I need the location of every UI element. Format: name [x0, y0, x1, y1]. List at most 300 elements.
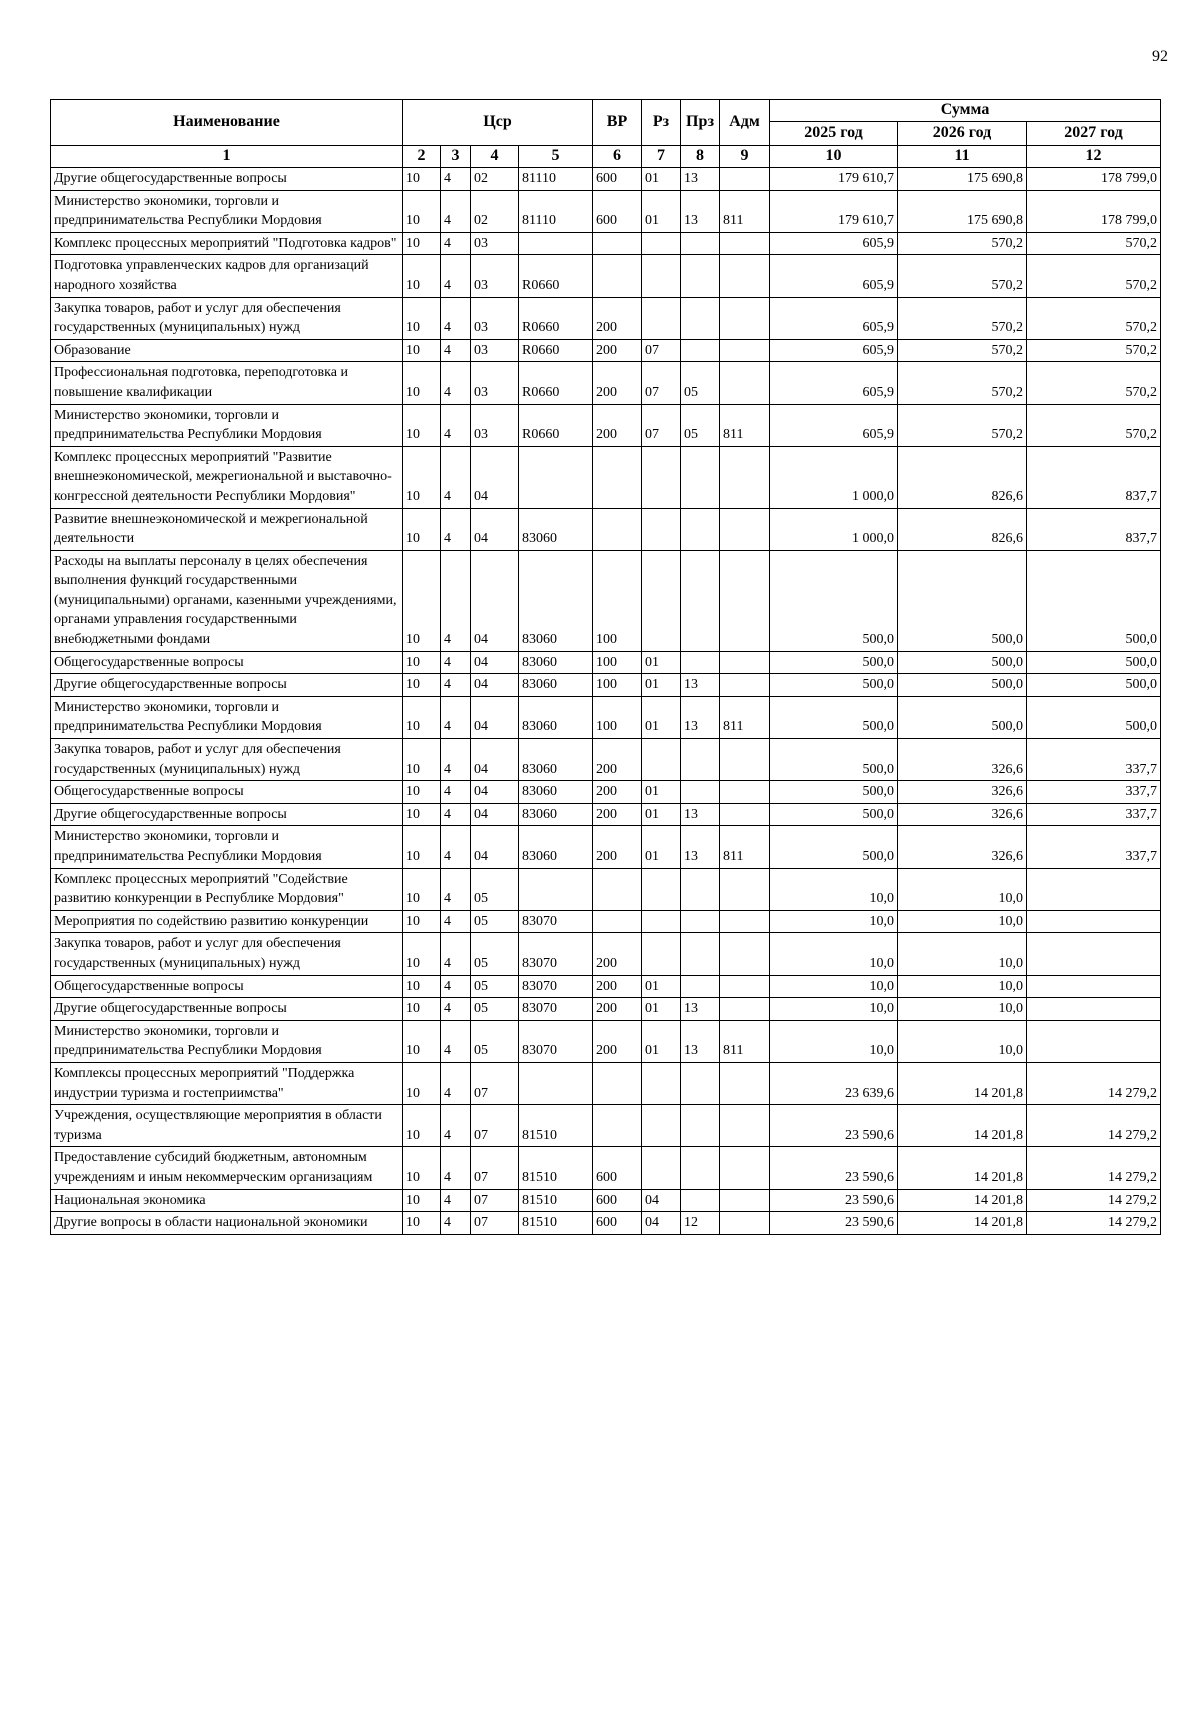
csr-part-1-cell: 10 — [403, 446, 441, 508]
column-number-6: 6 — [593, 146, 642, 168]
adm-cell: 811 — [720, 404, 770, 446]
row-name-cell: Министерство экономики, торговли и предпринимательства Республики Мордовия — [51, 826, 403, 868]
row-name-cell: Министерство экономики, торговли и предпринимательства Республики Мордовия — [51, 190, 403, 232]
csr-part-4-cell — [519, 868, 593, 910]
csr-part-2-cell: 4 — [441, 168, 471, 191]
amount-2026-cell: 826,6 — [898, 446, 1027, 508]
table-row — [51, 508, 1161, 550]
row-name-cell: Учреждения, осуществляющие мероприятия в области туризма — [51, 1105, 403, 1147]
amount-2025-cell: 179 610,7 — [770, 190, 898, 232]
csr-part-2-cell: 4 — [441, 339, 471, 362]
csr-part-3-cell: 02 — [471, 168, 519, 191]
rz-cell — [642, 1062, 681, 1104]
csr-part-2-cell: 4 — [441, 1189, 471, 1212]
csr-part-4-cell — [519, 1062, 593, 1104]
prz-cell — [681, 1147, 720, 1189]
csr-part-2-cell: 4 — [441, 404, 471, 446]
row-name-cell: Другие общегосударственные вопросы — [51, 674, 403, 697]
csr-part-3-cell: 03 — [471, 339, 519, 362]
amount-2025-cell: 10,0 — [770, 933, 898, 975]
header-adm: Адм — [720, 100, 770, 146]
amount-2026-cell: 570,2 — [898, 232, 1027, 255]
rz-cell — [642, 739, 681, 781]
vr-cell — [593, 868, 642, 910]
table-row — [51, 1020, 1161, 1062]
csr-part-1-cell: 10 — [403, 933, 441, 975]
prz-cell — [681, 651, 720, 674]
amount-2025-cell: 605,9 — [770, 404, 898, 446]
vr-cell: 600 — [593, 1147, 642, 1189]
adm-cell — [720, 998, 770, 1021]
rz-cell — [642, 1147, 681, 1189]
amount-2026-cell: 14 201,8 — [898, 1062, 1027, 1104]
rz-cell: 01 — [642, 190, 681, 232]
header-year-2027: 2027 год — [1027, 122, 1161, 146]
amount-2027-cell: 570,2 — [1027, 362, 1161, 404]
adm-cell: 811 — [720, 826, 770, 868]
amount-2027-cell — [1027, 868, 1161, 910]
amount-2026-cell: 500,0 — [898, 651, 1027, 674]
prz-cell — [681, 446, 720, 508]
table-row — [51, 803, 1161, 826]
table-row — [51, 975, 1161, 998]
vr-cell: 200 — [593, 339, 642, 362]
prz-cell — [681, 1062, 720, 1104]
csr-part-2-cell: 4 — [441, 1020, 471, 1062]
csr-part-1-cell: 10 — [403, 674, 441, 697]
adm-cell — [720, 1105, 770, 1147]
budget-table-container — [50, 99, 1160, 1235]
csr-part-3-cell: 04 — [471, 508, 519, 550]
amount-2025-cell: 500,0 — [770, 803, 898, 826]
amount-2025-cell: 605,9 — [770, 232, 898, 255]
prz-cell — [681, 550, 720, 651]
amount-2025-cell: 23 590,6 — [770, 1147, 898, 1189]
csr-part-3-cell: 04 — [471, 781, 519, 804]
amount-2025-cell: 605,9 — [770, 297, 898, 339]
prz-cell — [681, 232, 720, 255]
amount-2026-cell: 500,0 — [898, 550, 1027, 651]
row-name-cell: Министерство экономики, торговли и предпринимательства Республики Мордовия — [51, 404, 403, 446]
vr-cell: 100 — [593, 550, 642, 651]
amount-2026-cell: 570,2 — [898, 297, 1027, 339]
csr-part-4-cell: 83070 — [519, 933, 593, 975]
table-row — [51, 446, 1161, 508]
adm-cell — [720, 868, 770, 910]
vr-cell — [593, 255, 642, 297]
page-number: 92 — [1152, 48, 1168, 65]
prz-cell: 13 — [681, 696, 720, 738]
column-number-3: 3 — [441, 146, 471, 168]
prz-cell: 05 — [681, 362, 720, 404]
csr-part-4-cell: 83070 — [519, 1020, 593, 1062]
row-name-cell: Другие общегосударственные вопросы — [51, 803, 403, 826]
csr-part-3-cell: 05 — [471, 933, 519, 975]
csr-part-4-cell: 81110 — [519, 190, 593, 232]
vr-cell: 200 — [593, 975, 642, 998]
header-csr: Цср — [403, 100, 593, 146]
vr-cell: 100 — [593, 696, 642, 738]
vr-cell: 200 — [593, 297, 642, 339]
csr-part-3-cell: 07 — [471, 1147, 519, 1189]
amount-2027-cell: 500,0 — [1027, 674, 1161, 697]
csr-part-2-cell: 4 — [441, 803, 471, 826]
amount-2027-cell: 337,7 — [1027, 803, 1161, 826]
csr-part-3-cell: 03 — [471, 404, 519, 446]
amount-2026-cell: 826,6 — [898, 508, 1027, 550]
amount-2026-cell: 14 201,8 — [898, 1147, 1027, 1189]
adm-cell — [720, 1062, 770, 1104]
amount-2025-cell: 500,0 — [770, 674, 898, 697]
csr-part-4-cell: 83070 — [519, 910, 593, 933]
csr-part-3-cell: 07 — [471, 1062, 519, 1104]
csr-part-4-cell: 83060 — [519, 739, 593, 781]
csr-part-1-cell: 10 — [403, 781, 441, 804]
csr-part-1-cell: 10 — [403, 696, 441, 738]
rz-cell — [642, 446, 681, 508]
prz-cell — [681, 1189, 720, 1212]
table-body — [51, 168, 1161, 1235]
amount-2026-cell: 326,6 — [898, 781, 1027, 804]
csr-part-3-cell: 04 — [471, 803, 519, 826]
budget-table — [50, 99, 1161, 1235]
table-row — [51, 674, 1161, 697]
csr-part-3-cell: 04 — [471, 651, 519, 674]
adm-cell — [720, 339, 770, 362]
amount-2025-cell: 500,0 — [770, 696, 898, 738]
adm-cell — [720, 1189, 770, 1212]
table-row — [51, 550, 1161, 651]
prz-cell — [681, 739, 720, 781]
amount-2025-cell: 605,9 — [770, 339, 898, 362]
adm-cell — [720, 1147, 770, 1189]
vr-cell — [593, 508, 642, 550]
csr-part-4-cell: R0660 — [519, 339, 593, 362]
csr-part-1-cell: 10 — [403, 190, 441, 232]
adm-cell — [720, 975, 770, 998]
adm-cell — [720, 674, 770, 697]
prz-cell: 13 — [681, 168, 720, 191]
amount-2027-cell: 570,2 — [1027, 339, 1161, 362]
column-numbers-row — [51, 146, 1161, 168]
vr-cell: 200 — [593, 404, 642, 446]
vr-cell — [593, 446, 642, 508]
prz-cell: 13 — [681, 826, 720, 868]
row-name-cell: Закупка товаров, работ и услуг для обеспечения государственных (муниципальных) нужд — [51, 297, 403, 339]
csr-part-4-cell: 81510 — [519, 1147, 593, 1189]
table-row — [51, 696, 1161, 738]
prz-cell: 13 — [681, 998, 720, 1021]
row-name-cell: Развитие внешнеэкономической и межрегиональной деятельности — [51, 508, 403, 550]
amount-2027-cell — [1027, 975, 1161, 998]
table-row — [51, 190, 1161, 232]
csr-part-3-cell: 05 — [471, 868, 519, 910]
amount-2026-cell: 10,0 — [898, 868, 1027, 910]
amount-2026-cell: 14 201,8 — [898, 1212, 1027, 1235]
csr-part-2-cell: 4 — [441, 674, 471, 697]
amount-2027-cell — [1027, 1020, 1161, 1062]
column-number-10: 10 — [770, 146, 898, 168]
amount-2026-cell: 14 201,8 — [898, 1189, 1027, 1212]
row-name-cell: Комплексы процессных мероприятий "Поддержка индустрии туризма и гостеприимства" — [51, 1062, 403, 1104]
csr-part-2-cell: 4 — [441, 739, 471, 781]
amount-2027-cell: 178 799,0 — [1027, 168, 1161, 191]
row-name-cell: Министерство экономики, торговли и предпринимательства Республики Мордовия — [51, 1020, 403, 1062]
amount-2027-cell: 500,0 — [1027, 696, 1161, 738]
csr-part-3-cell: 04 — [471, 826, 519, 868]
csr-part-1-cell: 10 — [403, 975, 441, 998]
column-number-9: 9 — [720, 146, 770, 168]
csr-part-4-cell — [519, 446, 593, 508]
csr-part-2-cell: 4 — [441, 232, 471, 255]
csr-part-3-cell: 04 — [471, 674, 519, 697]
table-row — [51, 1212, 1161, 1235]
amount-2026-cell: 10,0 — [898, 1020, 1027, 1062]
csr-part-1-cell: 10 — [403, 826, 441, 868]
vr-cell: 200 — [593, 739, 642, 781]
amount-2026-cell: 500,0 — [898, 696, 1027, 738]
header-year-2026: 2026 год — [898, 122, 1027, 146]
rz-cell: 01 — [642, 696, 681, 738]
amount-2026-cell: 10,0 — [898, 998, 1027, 1021]
prz-cell — [681, 868, 720, 910]
amount-2026-cell: 10,0 — [898, 910, 1027, 933]
adm-cell — [720, 255, 770, 297]
adm-cell — [720, 446, 770, 508]
row-name-cell: Другие вопросы в области национальной экономики — [51, 1212, 403, 1235]
csr-part-4-cell: 83060 — [519, 696, 593, 738]
csr-part-1-cell: 10 — [403, 910, 441, 933]
table-row — [51, 826, 1161, 868]
column-number-7: 7 — [642, 146, 681, 168]
vr-cell: 200 — [593, 1020, 642, 1062]
amount-2026-cell: 570,2 — [898, 255, 1027, 297]
table-row — [51, 998, 1161, 1021]
csr-part-3-cell: 04 — [471, 696, 519, 738]
csr-part-1-cell: 10 — [403, 297, 441, 339]
csr-part-1-cell: 10 — [403, 739, 441, 781]
adm-cell — [720, 1212, 770, 1235]
prz-cell: 13 — [681, 803, 720, 826]
prz-cell — [681, 297, 720, 339]
csr-part-1-cell: 10 — [403, 404, 441, 446]
amount-2027-cell — [1027, 998, 1161, 1021]
prz-cell: 13 — [681, 1020, 720, 1062]
rz-cell: 01 — [642, 826, 681, 868]
amount-2027-cell: 14 279,2 — [1027, 1189, 1161, 1212]
prz-cell: 13 — [681, 674, 720, 697]
column-number-8: 8 — [681, 146, 720, 168]
csr-part-4-cell: 81510 — [519, 1212, 593, 1235]
row-name-cell: Комплекс процессных мероприятий "Подготовка кадров" — [51, 232, 403, 255]
amount-2026-cell: 326,6 — [898, 739, 1027, 781]
row-name-cell: Национальная экономика — [51, 1189, 403, 1212]
csr-part-3-cell: 03 — [471, 362, 519, 404]
vr-cell: 200 — [593, 803, 642, 826]
csr-part-1-cell: 10 — [403, 1147, 441, 1189]
amount-2027-cell: 500,0 — [1027, 550, 1161, 651]
amount-2026-cell: 570,2 — [898, 362, 1027, 404]
csr-part-4-cell: 83070 — [519, 975, 593, 998]
csr-part-3-cell: 04 — [471, 446, 519, 508]
amount-2027-cell: 178 799,0 — [1027, 190, 1161, 232]
amount-2025-cell: 605,9 — [770, 255, 898, 297]
csr-part-2-cell: 4 — [441, 1105, 471, 1147]
row-name-cell: Закупка товаров, работ и услуг для обеспечения государственных (муниципальных) нужд — [51, 933, 403, 975]
adm-cell: 811 — [720, 190, 770, 232]
table-row — [51, 651, 1161, 674]
table-row — [51, 232, 1161, 255]
adm-cell — [720, 651, 770, 674]
prz-cell — [681, 1105, 720, 1147]
row-name-cell: Комплекс процессных мероприятий "Содействие развитию конкуренции в Республике Мордовия" — [51, 868, 403, 910]
prz-cell: 13 — [681, 190, 720, 232]
rz-cell: 07 — [642, 362, 681, 404]
csr-part-3-cell: 03 — [471, 255, 519, 297]
amount-2027-cell: 570,2 — [1027, 232, 1161, 255]
header-prz: Прз — [681, 100, 720, 146]
rz-cell: 04 — [642, 1189, 681, 1212]
table-row — [51, 168, 1161, 191]
csr-part-4-cell: 83070 — [519, 998, 593, 1021]
vr-cell: 600 — [593, 168, 642, 191]
rz-cell: 07 — [642, 339, 681, 362]
vr-cell: 200 — [593, 362, 642, 404]
adm-cell — [720, 803, 770, 826]
amount-2025-cell: 605,9 — [770, 362, 898, 404]
amount-2026-cell: 570,2 — [898, 339, 1027, 362]
csr-part-4-cell: 83060 — [519, 651, 593, 674]
amount-2027-cell: 14 279,2 — [1027, 1105, 1161, 1147]
adm-cell — [720, 362, 770, 404]
amount-2026-cell: 14 201,8 — [898, 1105, 1027, 1147]
amount-2026-cell: 175 690,8 — [898, 190, 1027, 232]
csr-part-1-cell: 10 — [403, 232, 441, 255]
csr-part-1-cell: 10 — [403, 868, 441, 910]
csr-part-3-cell: 07 — [471, 1189, 519, 1212]
amount-2026-cell: 10,0 — [898, 933, 1027, 975]
amount-2025-cell: 179 610,7 — [770, 168, 898, 191]
row-name-cell: Образование — [51, 339, 403, 362]
csr-part-2-cell: 4 — [441, 550, 471, 651]
amount-2025-cell: 500,0 — [770, 781, 898, 804]
rz-cell: 04 — [642, 1212, 681, 1235]
row-name-cell: Профессиональная подготовка, переподготовка и повышение квалификации — [51, 362, 403, 404]
prz-cell — [681, 975, 720, 998]
vr-cell: 200 — [593, 933, 642, 975]
prz-cell — [681, 508, 720, 550]
row-name-cell: Общегосударственные вопросы — [51, 781, 403, 804]
csr-part-4-cell: R0660 — [519, 255, 593, 297]
csr-part-4-cell: 83060 — [519, 550, 593, 651]
amount-2027-cell: 14 279,2 — [1027, 1062, 1161, 1104]
table-row — [51, 1189, 1161, 1212]
vr-cell — [593, 910, 642, 933]
vr-cell: 200 — [593, 998, 642, 1021]
table-row — [51, 297, 1161, 339]
amount-2025-cell: 500,0 — [770, 651, 898, 674]
prz-cell — [681, 781, 720, 804]
prz-cell: 12 — [681, 1212, 720, 1235]
table-row — [51, 1105, 1161, 1147]
column-number-4: 4 — [471, 146, 519, 168]
adm-cell: 811 — [720, 1020, 770, 1062]
rz-cell: 01 — [642, 975, 681, 998]
prz-cell: 05 — [681, 404, 720, 446]
csr-part-3-cell: 02 — [471, 190, 519, 232]
amount-2027-cell: 837,7 — [1027, 446, 1161, 508]
csr-part-2-cell: 4 — [441, 910, 471, 933]
csr-part-1-cell: 10 — [403, 362, 441, 404]
amount-2027-cell: 337,7 — [1027, 739, 1161, 781]
header-vr: ВР — [593, 100, 642, 146]
table-row — [51, 255, 1161, 297]
csr-part-1-cell: 10 — [403, 1062, 441, 1104]
csr-part-2-cell: 4 — [441, 508, 471, 550]
column-number-11: 11 — [898, 146, 1027, 168]
amount-2025-cell: 500,0 — [770, 550, 898, 651]
csr-part-1-cell: 10 — [403, 508, 441, 550]
header-sum: Сумма — [770, 100, 1161, 122]
amount-2027-cell: 337,7 — [1027, 826, 1161, 868]
adm-cell — [720, 508, 770, 550]
csr-part-4-cell: 83060 — [519, 781, 593, 804]
rz-cell — [642, 232, 681, 255]
rz-cell: 01 — [642, 674, 681, 697]
amount-2026-cell: 175 690,8 — [898, 168, 1027, 191]
amount-2025-cell: 10,0 — [770, 910, 898, 933]
amount-2025-cell: 23 590,6 — [770, 1189, 898, 1212]
csr-part-4-cell: 81510 — [519, 1105, 593, 1147]
column-number-5: 5 — [519, 146, 593, 168]
amount-2026-cell: 500,0 — [898, 674, 1027, 697]
row-name-cell: Общегосударственные вопросы — [51, 975, 403, 998]
amount-2025-cell: 500,0 — [770, 826, 898, 868]
rz-cell: 01 — [642, 168, 681, 191]
rz-cell — [642, 508, 681, 550]
rz-cell — [642, 550, 681, 651]
vr-cell — [593, 232, 642, 255]
prz-cell — [681, 910, 720, 933]
csr-part-3-cell: 07 — [471, 1105, 519, 1147]
vr-cell: 200 — [593, 781, 642, 804]
row-name-cell: Расходы на выплаты персоналу в целях обеспечения выполнения функций государственными (муниципальными) органами, казенными учреждениями, органами управления государственными внебюджетными фондами — [51, 550, 403, 651]
rz-cell — [642, 1105, 681, 1147]
csr-part-1-cell: 10 — [403, 651, 441, 674]
table-row — [51, 362, 1161, 404]
rz-cell — [642, 910, 681, 933]
amount-2025-cell: 500,0 — [770, 739, 898, 781]
csr-part-2-cell: 4 — [441, 1212, 471, 1235]
vr-cell — [593, 1105, 642, 1147]
header-name: Наименование — [51, 100, 403, 146]
adm-cell — [720, 739, 770, 781]
rz-cell: 01 — [642, 651, 681, 674]
rz-cell: 01 — [642, 998, 681, 1021]
csr-part-2-cell: 4 — [441, 826, 471, 868]
csr-part-2-cell: 4 — [441, 696, 471, 738]
row-name-cell: Закупка товаров, работ и услуг для обеспечения государственных (муниципальных) нужд — [51, 739, 403, 781]
amount-2026-cell: 326,6 — [898, 803, 1027, 826]
amount-2027-cell: 570,2 — [1027, 404, 1161, 446]
csr-part-1-cell: 10 — [403, 168, 441, 191]
vr-cell: 100 — [593, 674, 642, 697]
amount-2025-cell: 10,0 — [770, 868, 898, 910]
table-row — [51, 1062, 1161, 1104]
csr-part-3-cell: 03 — [471, 232, 519, 255]
amount-2027-cell: 14 279,2 — [1027, 1212, 1161, 1235]
amount-2025-cell: 1 000,0 — [770, 446, 898, 508]
